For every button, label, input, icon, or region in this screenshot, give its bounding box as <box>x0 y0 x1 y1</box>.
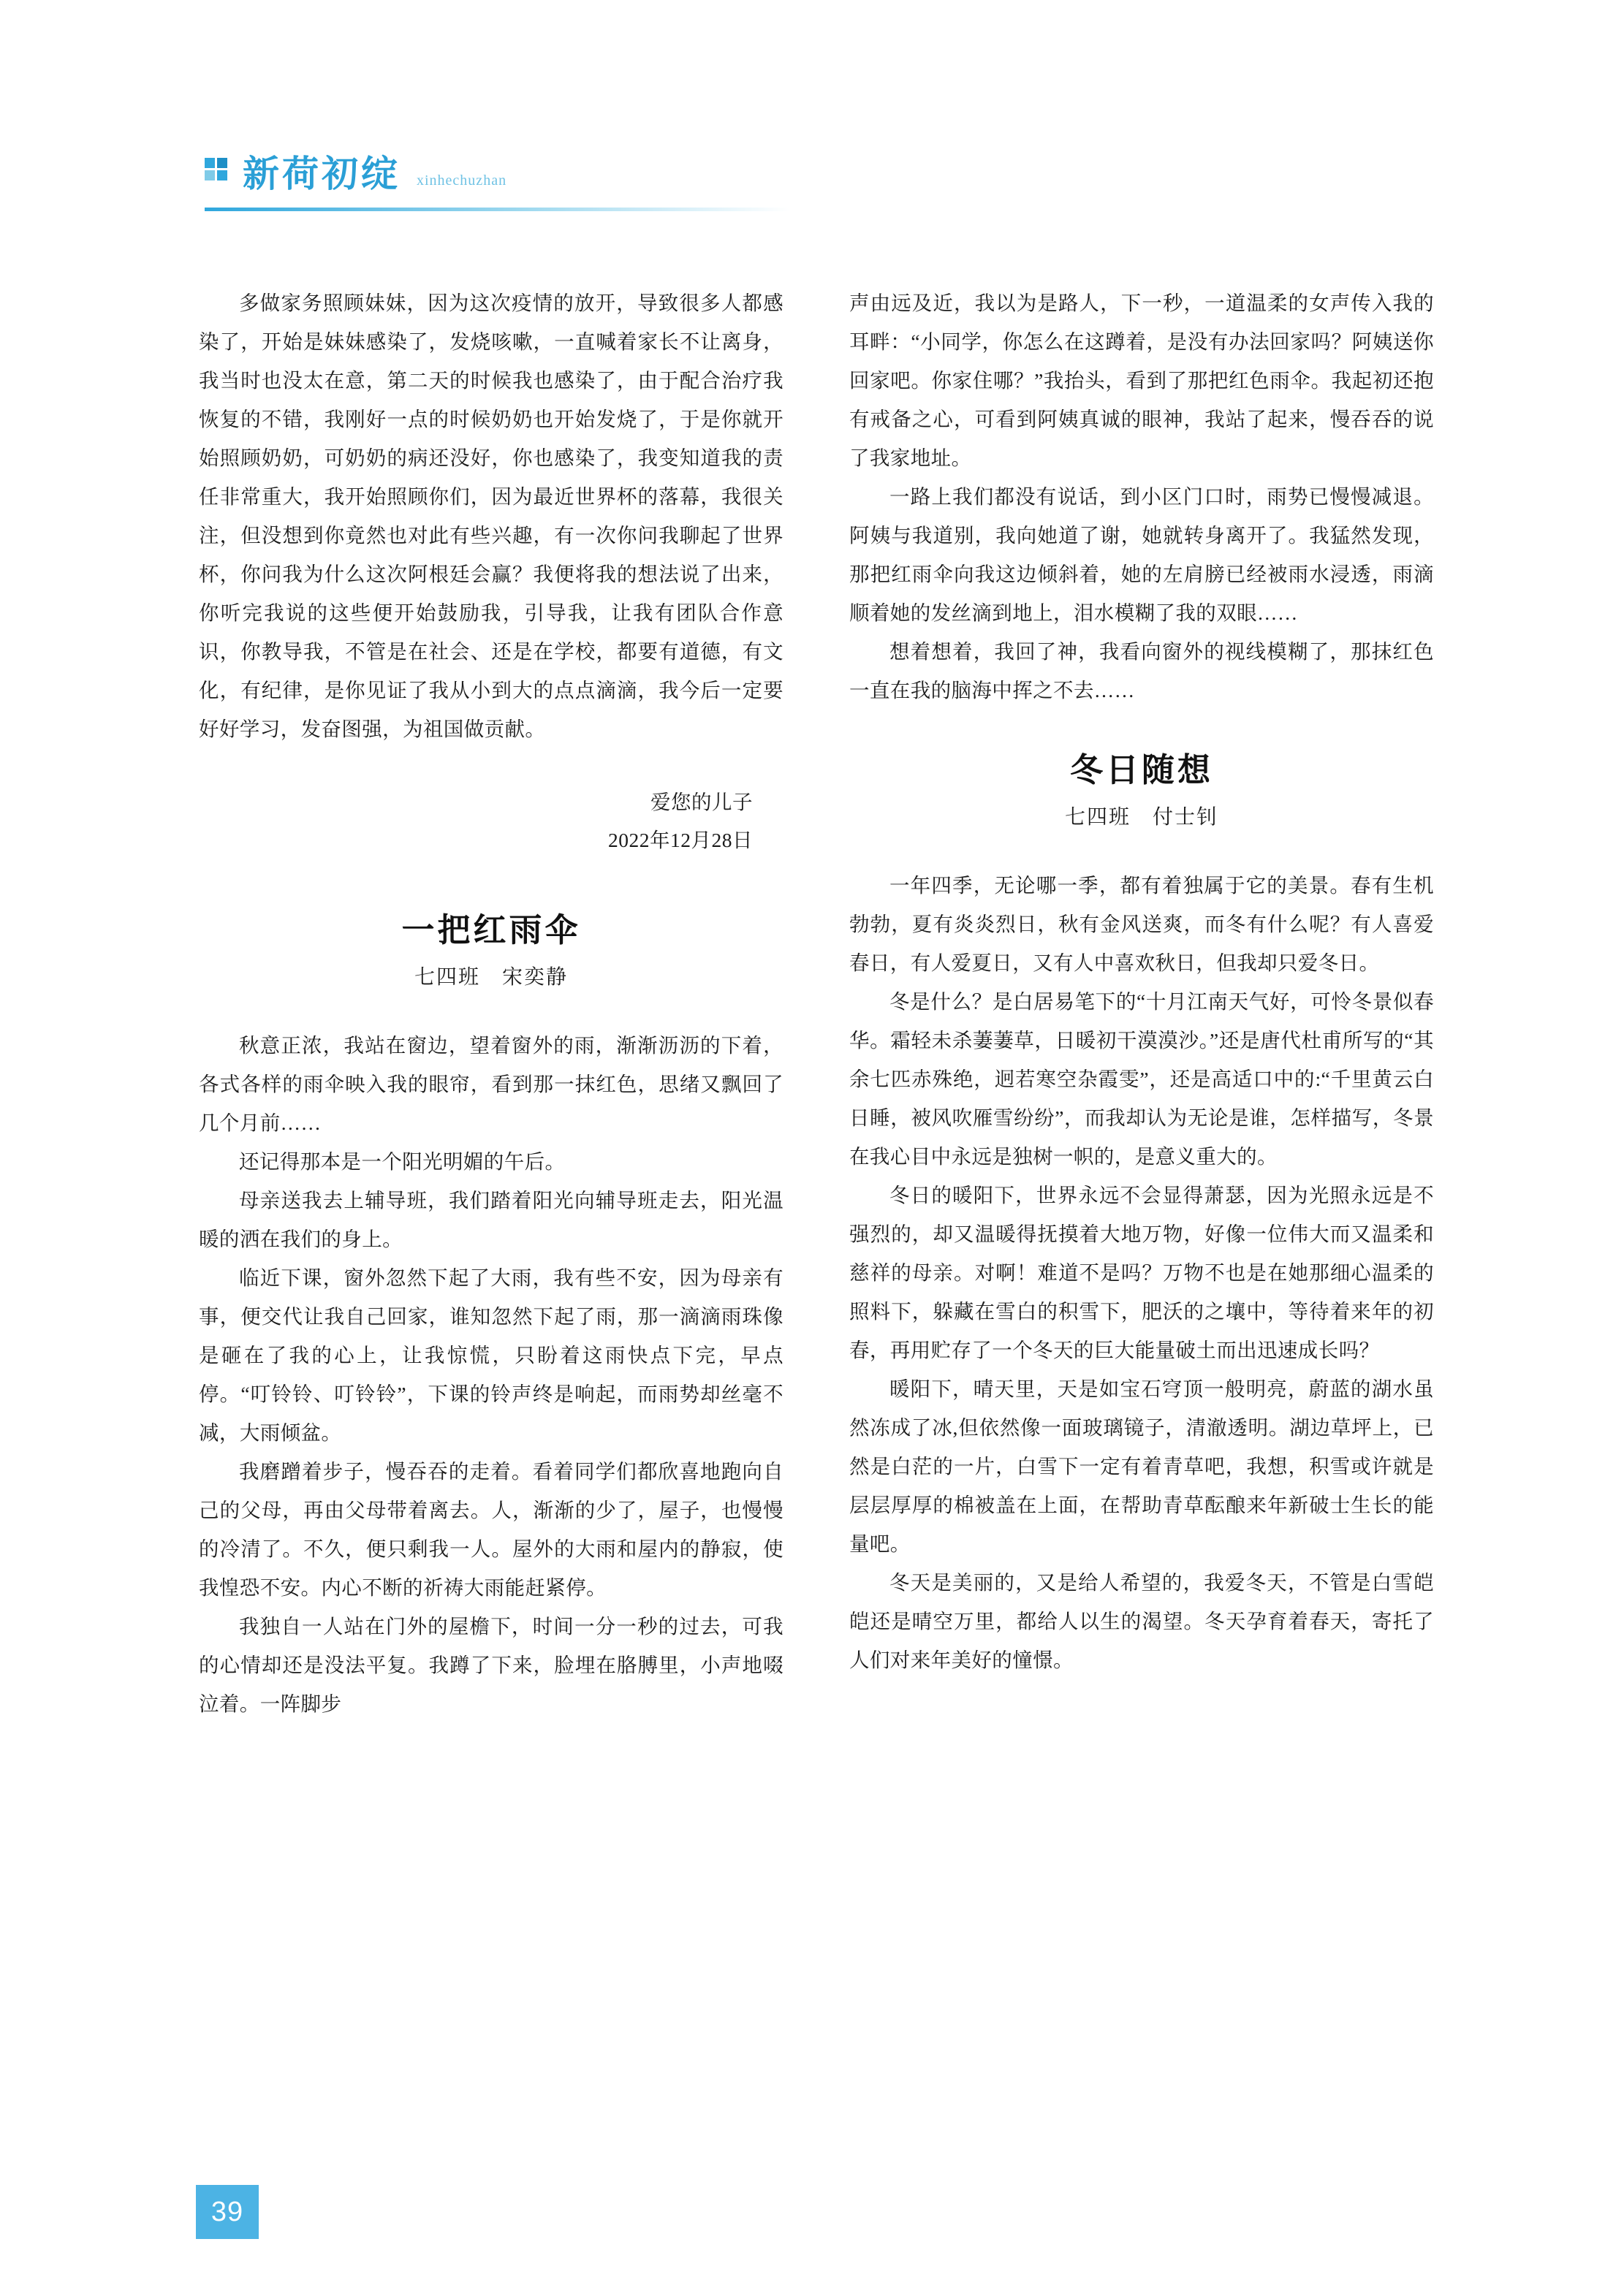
letter-paragraph: 多做家务照顾妹妹，因为这次疫情的放开，导致很多人都感染了，开始是妹妹感染了，发烧咳嗽，一直喊着家长不让离身，我当时也没太在意，第二天的时候我也感染了，由于配合治疗我恢复的不错，我刚好一点的时候奶奶也开始发烧了，于是你就开始照顾奶奶，可奶奶的病还没好，你也感染了，我变知道我的责任非常重大，我开始照顾你们，因为最近世界杯的落幕，我很关注，但没想到你竟然也对此有些兴趣，有一次你问我聊起了世界杯，你问我为什么这次阿根廷会赢？我便将我的想法说了出来，你听完我说的这些便开始鼓励我，引导我，让我有团队合作意识，你教导我，不管是在社会、还是在学校，都要有道德，有文化，有纪律，是你见证了我从小到大的点点滴滴，我今后一定要好好学习，发奋图强，为祖国做贡献。 <box>199 292 783 740</box>
article-paragraph: 临近下课，窗外忽然下起了大雨，我有些不安，因为母亲有事，便交代让我自己回家，谁知忽然下起了雨，那一滴滴雨珠像是砸在了我的心上，让我惊慌，只盼着这雨快点下完，早点停。“叮铃铃、叮铃铃”，下课的铃声终是响起，而雨势却丝毫不减，大雨倾盆。 <box>199 1266 783 1444</box>
page-number-badge: 39 <box>196 2185 259 2239</box>
page-header <box>205 137 804 218</box>
article-paragraph-continued: 声由远及近，我以为是路人，下一秒，一道温柔的女声传入我的耳畔：“小同学，你怎么在这蹲着，是没有办法回家吗？阿姨送你回家吧。你家住哪？”我抬头，看到了那把红色雨伞。我起初还抱有戒备之心，可看到阿姨真诚的眼神，我站了起来，慢吞吞的说了我家地址。 <box>849 292 1434 469</box>
article-paragraph-continued: 一路上我们都没有说话，到小区门口时，雨势已慢慢减退。阿姨与我道别，我向她道了谢，她就转身离开了。我猛然发现，那把红雨伞向我这边倾斜着，她的左肩膀已经被雨水浸透，雨滴顺着她的发丝滴到地上，泪水模糊了我的双眼…… <box>849 485 1434 624</box>
article-paragraph: 冬是什么？是白居易笔下的“十月江南天气好，可怜冬景似春华。霜轻未杀萋萋草，日暖初干漠漠沙。”还是唐代杜甫所写的“其余七匹赤殊绝，迥若寒空杂霞雯”，还是高适口中的:“千里黄云白日睡，被风吹雁雪纷纷”，而我却认为无论是谁，怎样描写，冬景在我心目中永远是独树一帜的，是意义重大的。 <box>849 990 1434 1168</box>
article-byline-winter-musings: 七四班 付士钊 <box>1064 806 1218 829</box>
article-paragraph: 我磨蹭着步子，慢吞吞的走着。看着同学们都欣喜地跑向自己的父母，再由父母带着离去。人，渐渐的少了，屋子，也慢慢的冷清了。不久，便只剩我一人。屋外的大雨和屋内的静寂，使我惶恐不安。内心不断的祈祷大雨能赶紧停。 <box>199 1460 783 1599</box>
article-title-winter-musings: 冬日随想 <box>1069 750 1213 789</box>
right-column <box>849 284 1434 1679</box>
header-divider <box>205 208 789 211</box>
article-paragraph: 母亲送我去上辅导班，我们踏着阳光向辅导班走去，阳光温暖的洒在我们的身上。 <box>199 1189 783 1250</box>
article-paragraph: 暖阳下，晴天里，天是如宝石穹顶一般明亮，蔚蓝的湖水虽然冻成了冰,但依然像一面玻璃镜子，清澈透明。湖边草坪上，已然是白茫的一片，白雪下一定有着青草吧，我想，积雪或许就是层层厚厚的棉被盖在上面，在帮助青草酝酿来年新破士生长的能量吧。 <box>849 1377 1434 1555</box>
left-column <box>199 284 783 1723</box>
signature-name: 爱您的儿子 <box>650 791 753 813</box>
article-paragraph: 一年四季，无论哪一季，都有着独属于它的美景。春有生机勃勃，夏有炎炎烈日，秋有金风送爽，而冬有什么呢？有人喜爱春日，有人爱夏日，又有人中喜欢秋日，但我却只爱冬日。 <box>849 874 1434 974</box>
article-paragraph: 冬天是美丽的，又是给人希望的，我爱冬天，不管是白雪皑皑还是晴空万里，都给人以生的渴望。冬天孕育着春天，寄托了人们对来年美好的憧憬。 <box>849 1571 1434 1671</box>
section-title-pinyin: xinhechuzhan <box>417 172 507 189</box>
section-title-cn: 新荷初绽 <box>243 152 401 195</box>
article-byline-red-umbrella: 七四班 宋奕静 <box>414 966 568 989</box>
four-squares-logo-icon <box>205 158 229 186</box>
article-title-red-umbrella: 一把红雨伞 <box>401 911 581 949</box>
article-paragraph: 我独自一人站在门外的屋檐下，时间一分一秒的过去，可我的心情却还是没法平复。我蹲了下来，脸埋在胳膊里，小声地啜泣着。一阵脚步 <box>199 1615 783 1715</box>
letter-signature <box>199 783 783 859</box>
article-paragraph-continued: 想着想着，我回了神，我看向窗外的视线模糊了，那抹红色一直在我的脑海中挥之不去…… <box>849 640 1434 702</box>
article-paragraph: 冬日的暖阳下，世界永远不会显得萧瑟，因为光照永远是不强烈的，却又温暖得抚摸着大地万物，好像一位伟大而又温柔和慈祥的母亲。对啊！难道不是吗？万物不也是在她那细心温柔的照料下，躲藏在雪白的积雪下，肥沃的之壤中，等待着来年的初春，再用贮存了一个冬天的巨大能量破土而出迅速成长吗？ <box>849 1184 1434 1361</box>
article-paragraph: 秋意正浓，我站在窗边，望着窗外的雨，渐渐沥沥的下着，各式各样的雨伞映入我的眼帘，看到那一抹红色，思绪又飘回了几个月前…… <box>199 1034 783 1134</box>
signature-date: 2022年12月28日 <box>608 829 753 851</box>
article-paragraph: 还记得那本是一个阳光明媚的午后。 <box>239 1150 566 1173</box>
